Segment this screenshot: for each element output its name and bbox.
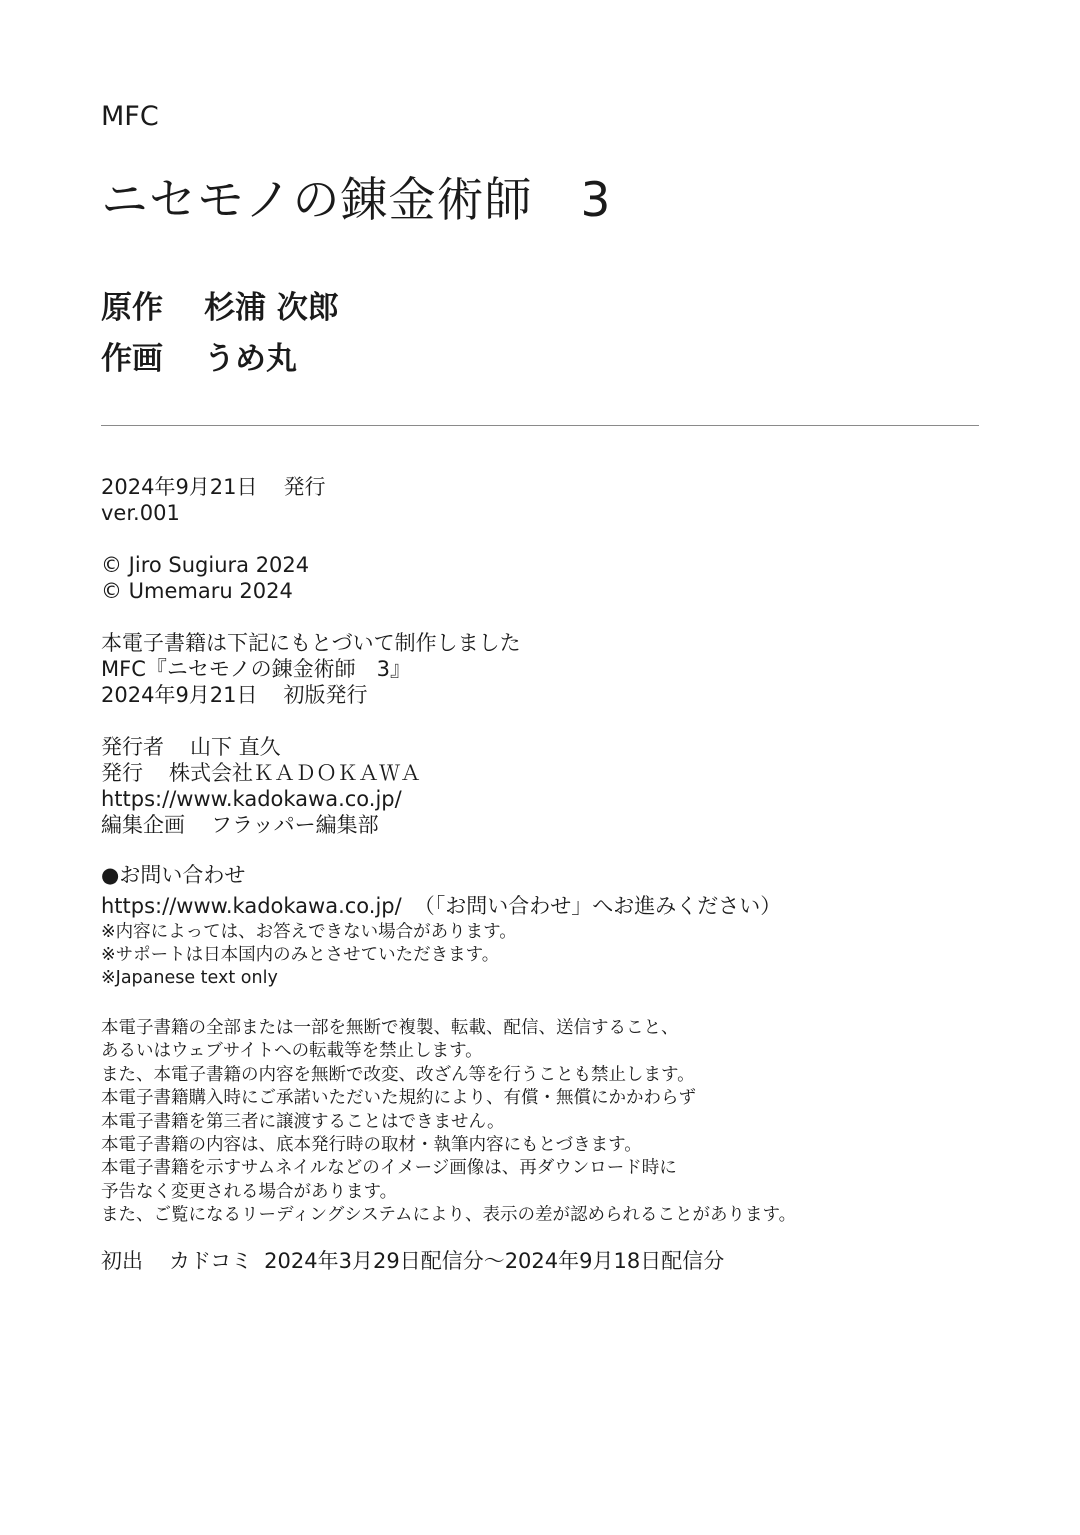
colophon-page: [101, 0, 981, 1535]
inquiry-block: [101, 862, 781, 990]
issuer-name: 株式会社ＫＡＤＯＫＡＷＡ: [169, 761, 421, 785]
notice-line: 予告なく変更される場合があります。: [101, 1181, 398, 1202]
copyright-block: [101, 552, 309, 604]
source-date-line: [101, 682, 521, 708]
notice-line: 本電子書籍の全部または一部を無断で複製、転載、配信、送信すること、: [101, 1018, 679, 1038]
imprint-label: MFC: [101, 101, 159, 132]
edition-status: 発行: [283, 475, 326, 499]
notice-line: 本電子書籍を示すサムネイルなどのイメージ画像は、再ダウンロード時に: [101, 1158, 677, 1179]
notice-line: 本電子書籍を第三者に譲渡することはできません。: [101, 1111, 505, 1132]
publisher-line: [101, 734, 421, 760]
publisher-name: 山下 直久: [190, 735, 281, 759]
editor-line: [101, 812, 421, 838]
legal-notice-block: [101, 1017, 796, 1228]
edition-version: ver.001: [101, 501, 180, 525]
issuer-line: [101, 760, 421, 786]
first-publication-period: 2024年3月29日配信分～2024年9月18日配信分: [264, 1249, 725, 1273]
first-publication-label: 初出: [101, 1249, 143, 1273]
first-publication-line: [101, 1248, 724, 1274]
inquiry-heading: ●お問い合わせ: [101, 863, 246, 887]
credit-role: 作画: [101, 341, 163, 377]
notice-line: また、本電子書籍の内容を無断で改変、改ざん等を行うことも禁止します。: [101, 1064, 695, 1085]
editor-label: 編集企画: [101, 813, 185, 837]
edition-date-line: [101, 474, 326, 500]
notice-line: あるいはウェブサイトへの転載等を禁止します。: [101, 1041, 483, 1062]
source-block: [101, 630, 521, 708]
credit-artist: [101, 339, 297, 379]
credit-role: 原作: [101, 290, 163, 326]
inquiry-note: ※内容によっては、お答えできない場合があります。: [101, 922, 517, 942]
inquiry-note: ※Japanese text only: [101, 968, 278, 988]
source-date: 2024年9月21日: [101, 683, 258, 707]
credit-name: うめ丸: [204, 341, 297, 377]
first-publication-venue: カドコミ: [169, 1249, 253, 1273]
inquiry-url[interactable]: https://www.kadokawa.co.jp/: [101, 894, 402, 918]
inquiry-note: ※サポートは日本国内のみとさせていただきます。: [101, 945, 500, 965]
publisher-url[interactable]: https://www.kadokawa.co.jp/: [101, 787, 402, 811]
copyright-line: © Jiro Sugiura 2024: [101, 553, 310, 577]
publisher-block: [101, 734, 421, 838]
credit-name: 杉浦 次郎: [204, 290, 339, 326]
book-title: ニセモノの錬金術師 3: [101, 173, 612, 228]
edition-block: [101, 474, 326, 526]
copyright-line: © Umemaru 2024: [101, 579, 293, 603]
publisher-label: 発行者: [101, 735, 164, 759]
inquiry-instruction: （「お問い合わせ」へお進みください）: [413, 894, 782, 918]
edition-date: 2024年9月21日: [101, 475, 258, 499]
notice-line: 本電子書籍の内容は、底本発行時の取材・執筆内容にもとづきます。: [101, 1134, 642, 1155]
editor-name: フラッパー編集部: [211, 813, 379, 837]
credit-original-author: [101, 288, 339, 328]
source-line: 本電子書籍は下記にもとづいて制作しました: [101, 631, 521, 655]
source-line: MFC『ニセモノの錬金術師 3』: [101, 657, 412, 681]
divider-line: [101, 425, 979, 426]
inquiry-line: [101, 893, 781, 919]
issuer-label: 発行: [101, 761, 143, 785]
first-publication-block: [101, 1248, 724, 1274]
notice-line: また、ご覧になるリーディングシステムにより、表示の差が認められることがあります。: [101, 1205, 797, 1226]
source-status: 初版発行: [283, 683, 368, 707]
notice-line: 本電子書籍購入時にご承諾いただいた規約により、有償・無償にかかわらず: [101, 1088, 696, 1109]
